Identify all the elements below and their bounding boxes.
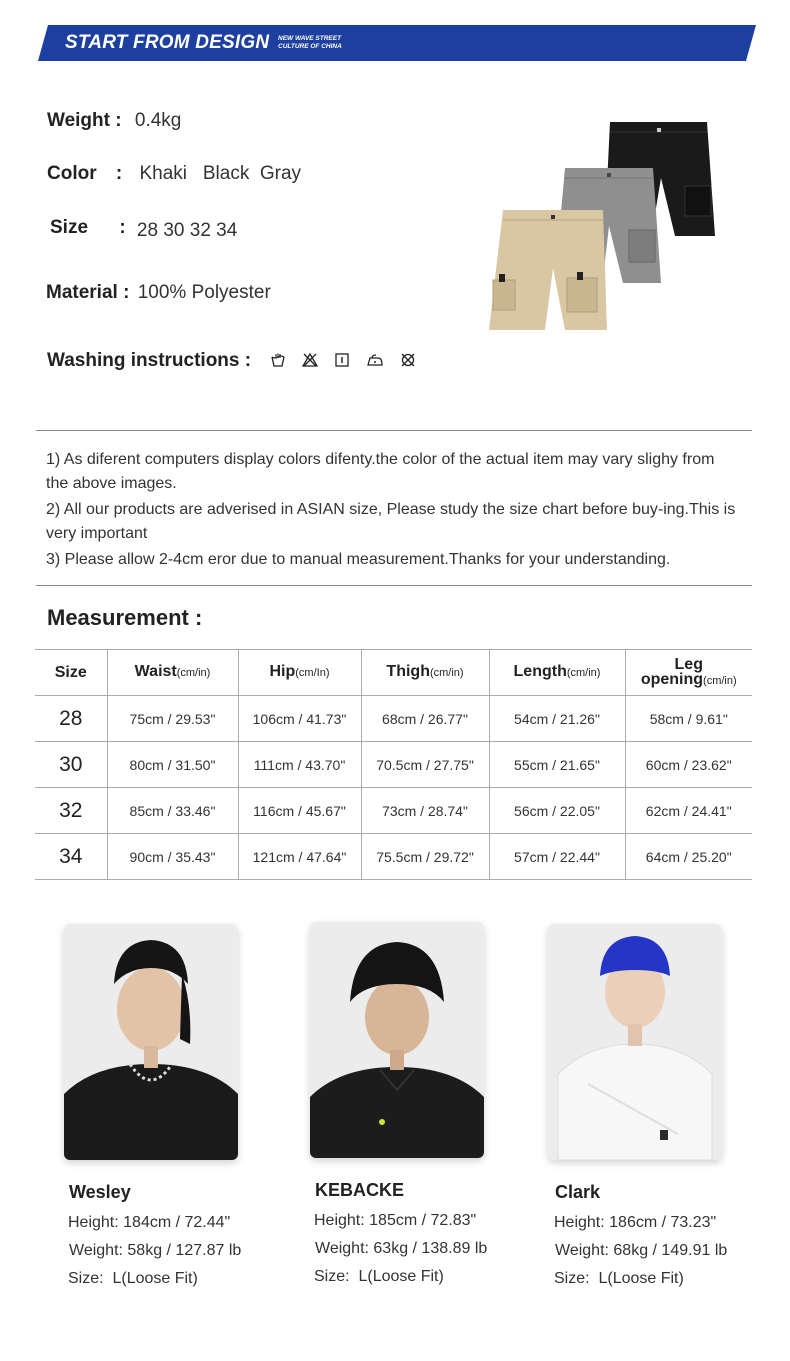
header-waist-unit: (cm/in)	[176, 667, 211, 679]
waist-cell: 80cm / 31.50"	[107, 742, 238, 788]
model-size: Size: L(Loose Fit)	[554, 1270, 684, 1287]
thigh-cell: 73cm / 28.74"	[361, 788, 489, 834]
header-thigh	[361, 650, 489, 696]
note-1: 1) As diferent computers display colors difenty.the color of the actual item may vary slighy from the above images.	[46, 451, 715, 492]
header-length	[489, 650, 625, 696]
shorts-illustration	[485, 118, 725, 338]
hip-cell: 106cm / 41.73"	[238, 696, 361, 742]
spec-material	[46, 282, 271, 304]
spec-washing	[47, 350, 251, 372]
model-photo	[64, 924, 238, 1160]
color-label: Color	[47, 163, 97, 184]
model-height: Height: 184cm / 72.44"	[68, 1214, 231, 1231]
product-image	[485, 118, 725, 338]
model-size: Size: L(Loose Fit)	[314, 1268, 444, 1285]
leg-opening-cell: 64cm / 25.20"	[625, 834, 752, 880]
model-weight: Weight: 63kg / 138.89 lb	[315, 1240, 488, 1257]
washing-label: Washing instructions :	[47, 350, 252, 371]
banner-title: START FROM DESIGN	[65, 32, 270, 53]
header-length-label: Length	[513, 663, 567, 680]
hip-cell: 121cm / 47.64"	[238, 834, 361, 880]
model-card-wesley	[64, 924, 242, 1287]
header-banner	[38, 25, 756, 61]
model-photo-kebacke	[310, 922, 484, 1158]
no-dry-clean-icon	[400, 352, 416, 368]
banner-subtitle	[278, 35, 342, 51]
model-photo	[548, 924, 722, 1160]
table-row	[35, 696, 752, 742]
leg-opening-cell: 60cm / 23.62"	[625, 742, 752, 788]
model-card-kebacke	[310, 922, 488, 1285]
size-colon: :	[119, 217, 126, 238]
model-photo-wesley	[64, 924, 238, 1160]
length-cell: 57cm / 22.44"	[489, 834, 625, 880]
header-hip-unit: (cm/In)	[295, 667, 330, 679]
thigh-cell: 70.5cm / 27.75"	[361, 742, 489, 788]
material-label: Material :	[46, 282, 130, 303]
size-cell: 34	[35, 834, 107, 880]
waist-cell: 75cm / 29.53"	[107, 696, 238, 742]
length-cell: 56cm / 22.05"	[489, 788, 625, 834]
header-waist	[107, 650, 238, 696]
size-chart	[35, 649, 752, 880]
model-size: Size: L(Loose Fit)	[68, 1270, 198, 1287]
material-value: 100% Polyester	[137, 282, 271, 303]
model-name: Wesley	[69, 1182, 131, 1202]
washing-icons	[270, 352, 416, 368]
waist-cell: 85cm / 33.46"	[107, 788, 238, 834]
size-chart-header	[35, 650, 752, 696]
table-row	[35, 788, 752, 834]
banner-subtitle-line-1: NEW WAVE STREET	[278, 35, 342, 42]
length-cell: 54cm / 21.26"	[489, 696, 625, 742]
weight-value: 0.4kg	[134, 110, 182, 131]
header-leg-opening-unit: (cm/in)	[703, 674, 737, 687]
note-2: 2) All our products are adverised in ASIAN size, Please study the size chart before buy-ing.This is very important	[46, 501, 736, 542]
size-value: 28 30 32 34	[136, 220, 238, 241]
size-label: Size	[50, 217, 89, 238]
header-leg-opening-label: Leg opening	[640, 655, 704, 688]
header-hip	[238, 650, 361, 696]
weight-label: Weight :	[47, 110, 122, 131]
hip-cell: 111cm / 43.70"	[238, 742, 361, 788]
leg-opening-cell: 62cm / 24.41"	[625, 788, 752, 834]
color-value: Khaki Black Gray	[139, 163, 302, 184]
table-row	[35, 742, 752, 788]
header-size-label: Size	[54, 664, 87, 681]
banner-subtitle-line-2: CULTURE OF CHINA	[278, 43, 342, 50]
header-waist-label: Waist	[134, 663, 177, 680]
header-leg-opening	[625, 650, 752, 696]
size-cell: 28	[35, 696, 107, 742]
hand-wash-icon	[270, 352, 286, 368]
model-card-clark	[548, 924, 728, 1287]
header-thigh-label: Thigh	[386, 663, 430, 680]
measurement-title: Measurement :	[47, 605, 203, 630]
table-row	[35, 834, 752, 880]
header-length-unit: (cm/in)	[566, 667, 601, 679]
model-weight: Weight: 68kg / 149.91 lb	[555, 1242, 728, 1259]
iron-low-icon	[366, 352, 384, 368]
model-height: Height: 185cm / 72.83"	[314, 1212, 477, 1229]
length-cell: 55cm / 21.65"	[489, 742, 625, 788]
thigh-cell: 68cm / 26.77"	[361, 696, 489, 742]
hip-cell: 116cm / 45.67"	[238, 788, 361, 834]
notes	[46, 448, 736, 574]
no-bleach-icon	[302, 352, 318, 368]
leg-opening-cell: 58cm / 9.61"	[625, 696, 752, 742]
model-name: KEBACKE	[315, 1180, 405, 1200]
thigh-cell: 75.5cm / 29.72"	[361, 834, 489, 880]
model-photo-clark	[548, 924, 722, 1160]
size-cell: 30	[35, 742, 107, 788]
divider-top	[36, 430, 752, 431]
color-colon: :	[115, 163, 123, 184]
header-size	[35, 650, 107, 696]
model-height: Height: 186cm / 73.23"	[554, 1214, 717, 1231]
model-weight: Weight: 58kg / 127.87 lb	[69, 1242, 242, 1259]
note-3: 3) Please allow 2-4cm eror due to manual measurement.Thanks for your understanding.	[46, 551, 671, 568]
size-cell: 32	[35, 788, 107, 834]
spec-weight	[47, 110, 181, 132]
spec-size	[50, 217, 237, 239]
header-hip-label: Hip	[269, 663, 296, 680]
khaki-shorts	[489, 210, 607, 330]
waist-cell: 90cm / 35.43"	[107, 834, 238, 880]
spec-color	[47, 163, 301, 185]
divider-bottom	[36, 585, 752, 586]
model-photo	[310, 922, 484, 1158]
dry-flat-icon	[334, 352, 350, 368]
header-thigh-unit: (cm/in)	[429, 667, 464, 679]
model-name: Clark	[555, 1182, 601, 1202]
